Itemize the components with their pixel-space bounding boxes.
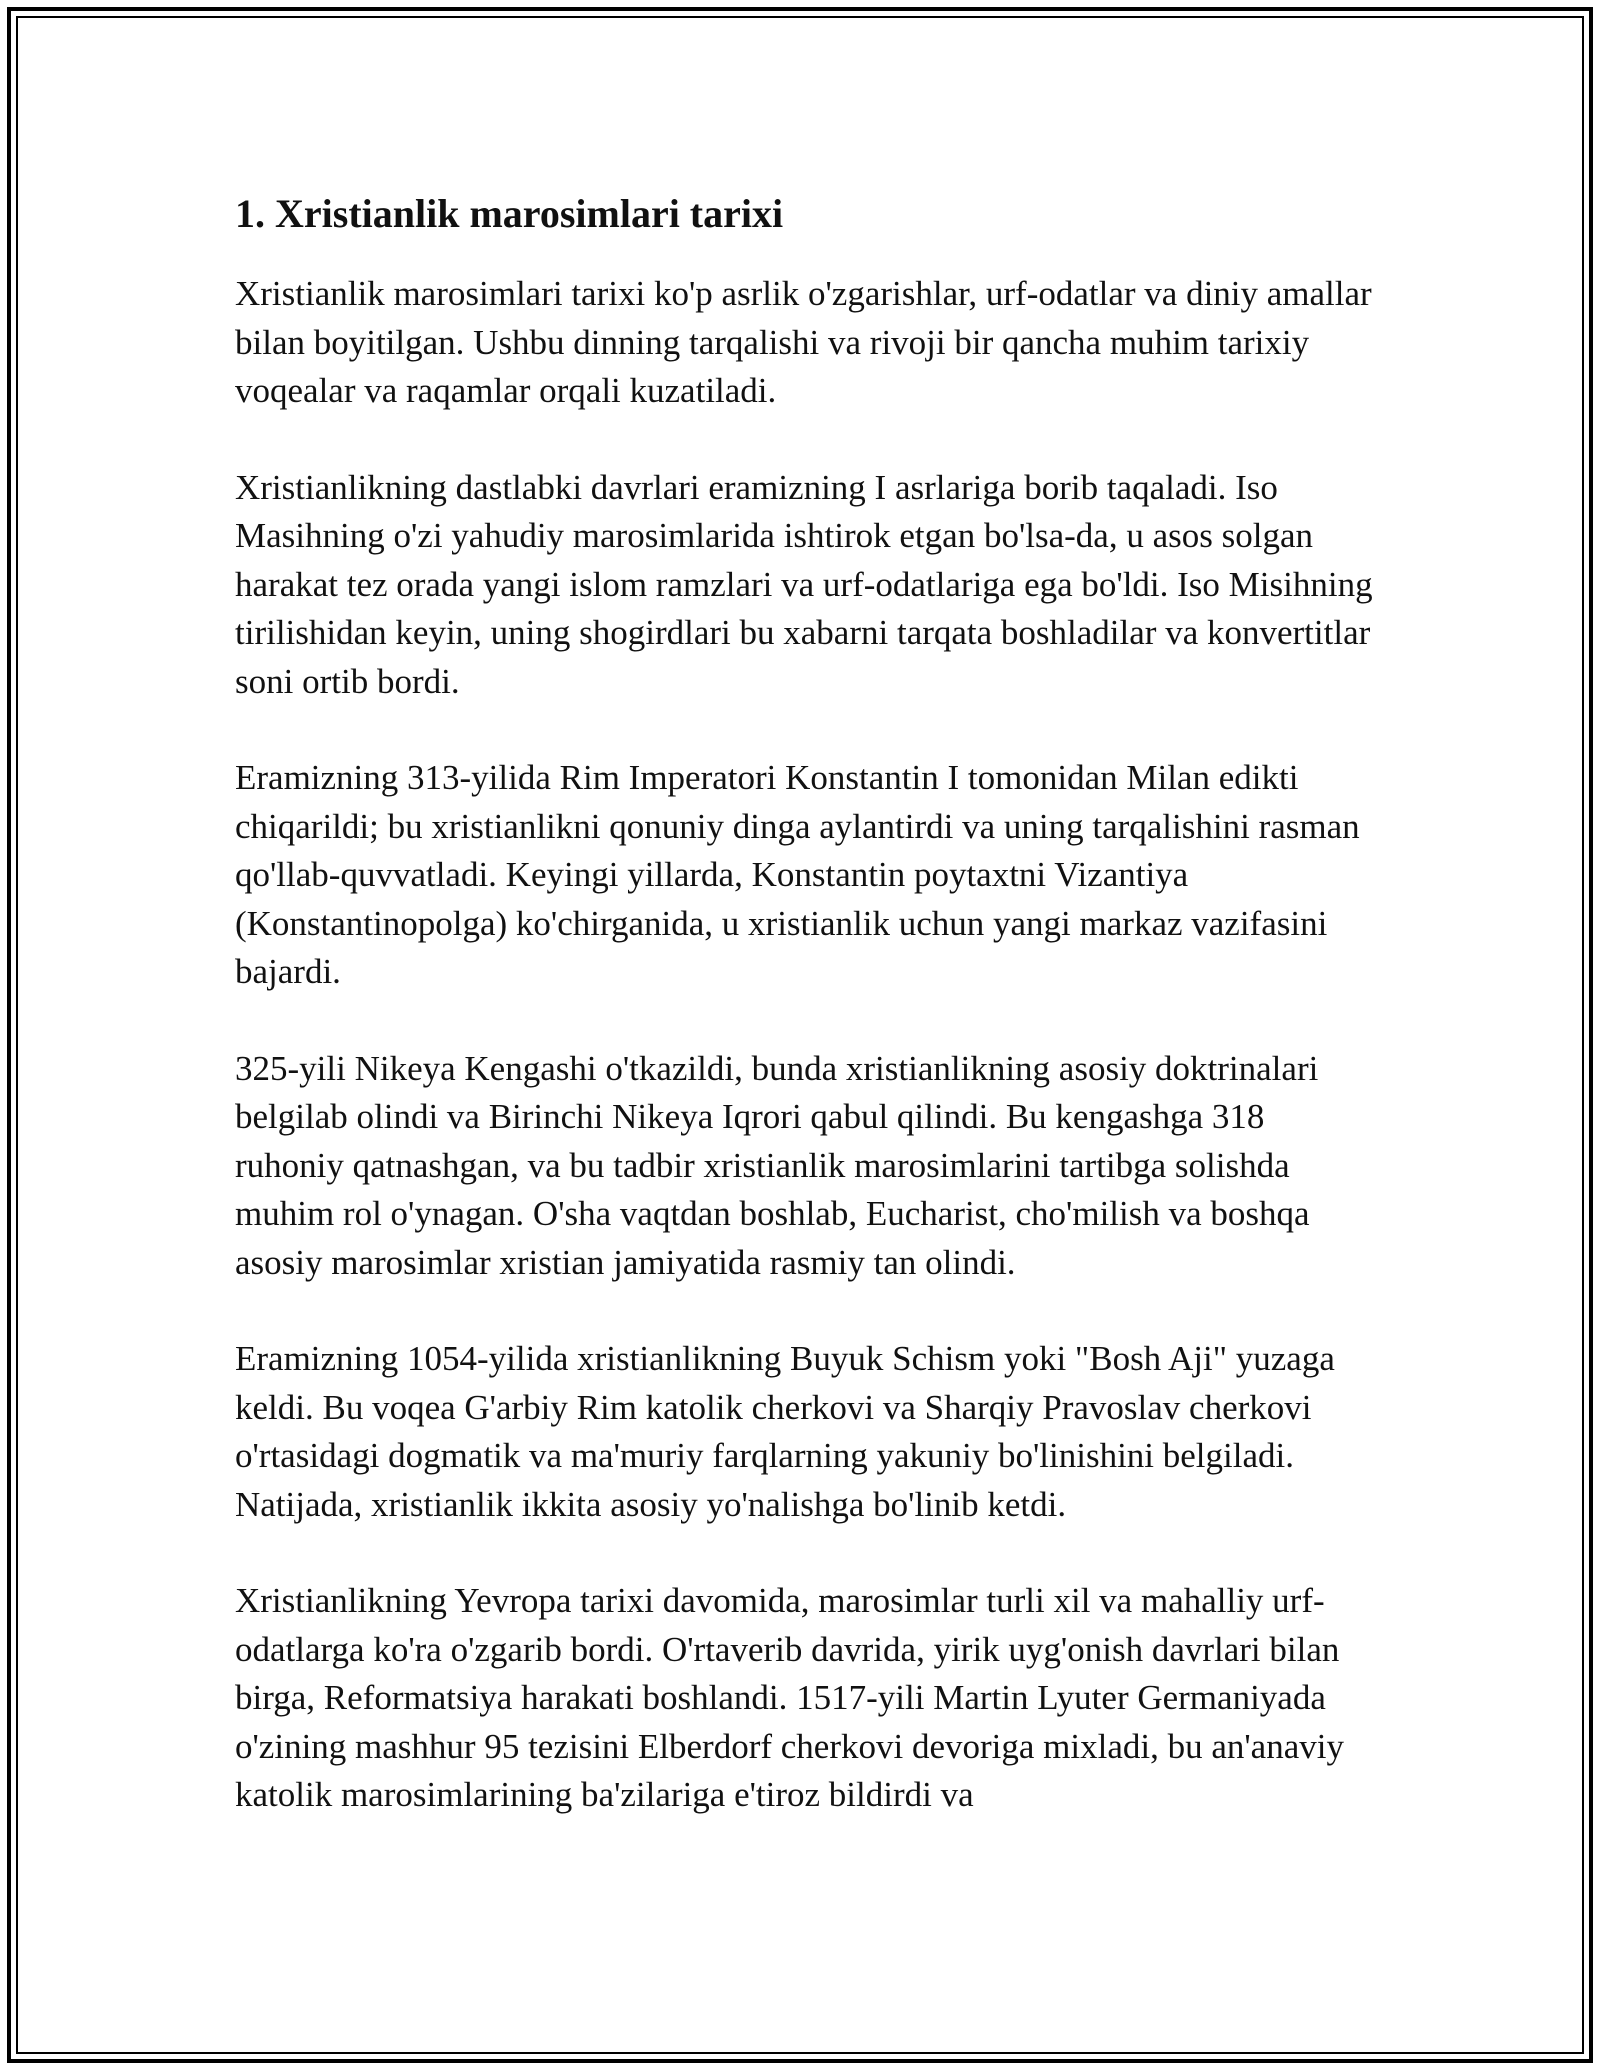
paragraph-reformation: Xristianlikning Yevropa tarixi davomida, marosimlar turli xil va mahalliy urf-odatlarga ko'ra o'zgarib bordi. O'rtaverib davrida, yirik uyg'onish davrlari bilan birga, Reformatsiya harakati boshlandi. 1517-yili Martin Lyuter Germaniyada o'zining mashhur 95 tezisini Elberdorf cherkovi devoriga mixladi, bu an'anaviy katolik marosimlarining ba'zilariga e'tiroz bildirdi va <box>235 1581 1344 1814</box>
paragraph-edict-of-milan: Eramizning 313-yilida Rim Imperatori Konstantin I tomonidan Milan edikti chiqarildi; bu xristianlikni qonuniy dinga aylantirdi va uning tarqalishini rasman qo'llab-quvvatladi. Keyingi yillarda, Konstantin poytaxtni Vizantiya (Konstantinopolga) ko'chirganida, u xristianlik uchun yangi markaz vazifasini bajardi. <box>235 758 1360 991</box>
paragraph-early-period: Xristianlikning dastlabki davrlari eramizning I asrlariga borib taqaladi. Iso Masihning o'zi yahudiy marosimlarida ishtirok etgan bo'lsa-da, u asos solgan harakat tez orada yangi islom ramzlari va urf-odatlariga ega bo'ldi. Iso Misihning tirilishidan keyin, uning shogirdlari bu xabarni tarqata boshladilar va konvertitlar soni ortib bordi. <box>235 467 1373 701</box>
paragraph-intro: Xristianlik marosimlari tarixi ko'p asrlik o'zgarishlar, urf-odatlar va diniy amallar bilan boyitilgan. Ushbu dinning tarqalishi va rivoji bir qancha muhim tarixiy voqealar va raqamlar orqali kuzatiladi. <box>235 274 1372 410</box>
document-body <box>235 186 1375 1820</box>
paragraph-council-of-nicaea: 325-yili Nikeya Kengashi o'tkazildi, bunda xristianlikning asosiy doktrinalari belgilab olindi va Birinchi Nikeya Iqrori qabul qilindi. Bu kengashga 318 ruhoniy qatnashgan, va bu tadbir xristianlik marosimlarini tartibga solishda muhim rol o'ynagan. O'sha vaqtdan boshlab, Eucharist, cho'milish va boshqa asosiy marosimlar xristian jamiyatida rasmiy tan olindi. <box>235 1048 1319 1282</box>
section-title: 1. Xristianlik marosimlari tarixi <box>235 191 784 236</box>
paragraph-great-schism: Eramizning 1054-yilida xristianlikning Buyuk Schism yoki "Bosh Aji" yuzaga keldi. Bu voqea G'arbiy Rim katolik cherkovi va Sharqiy Pravoslav cherkovi o'rtasidagi dogmatik va ma'muriy farqlarning yakuniy bo'linishini belgiladi. Natijada, xristianlik ikkita asosiy yo'nalishga bo'linib ketdi. <box>235 1339 1335 1524</box>
